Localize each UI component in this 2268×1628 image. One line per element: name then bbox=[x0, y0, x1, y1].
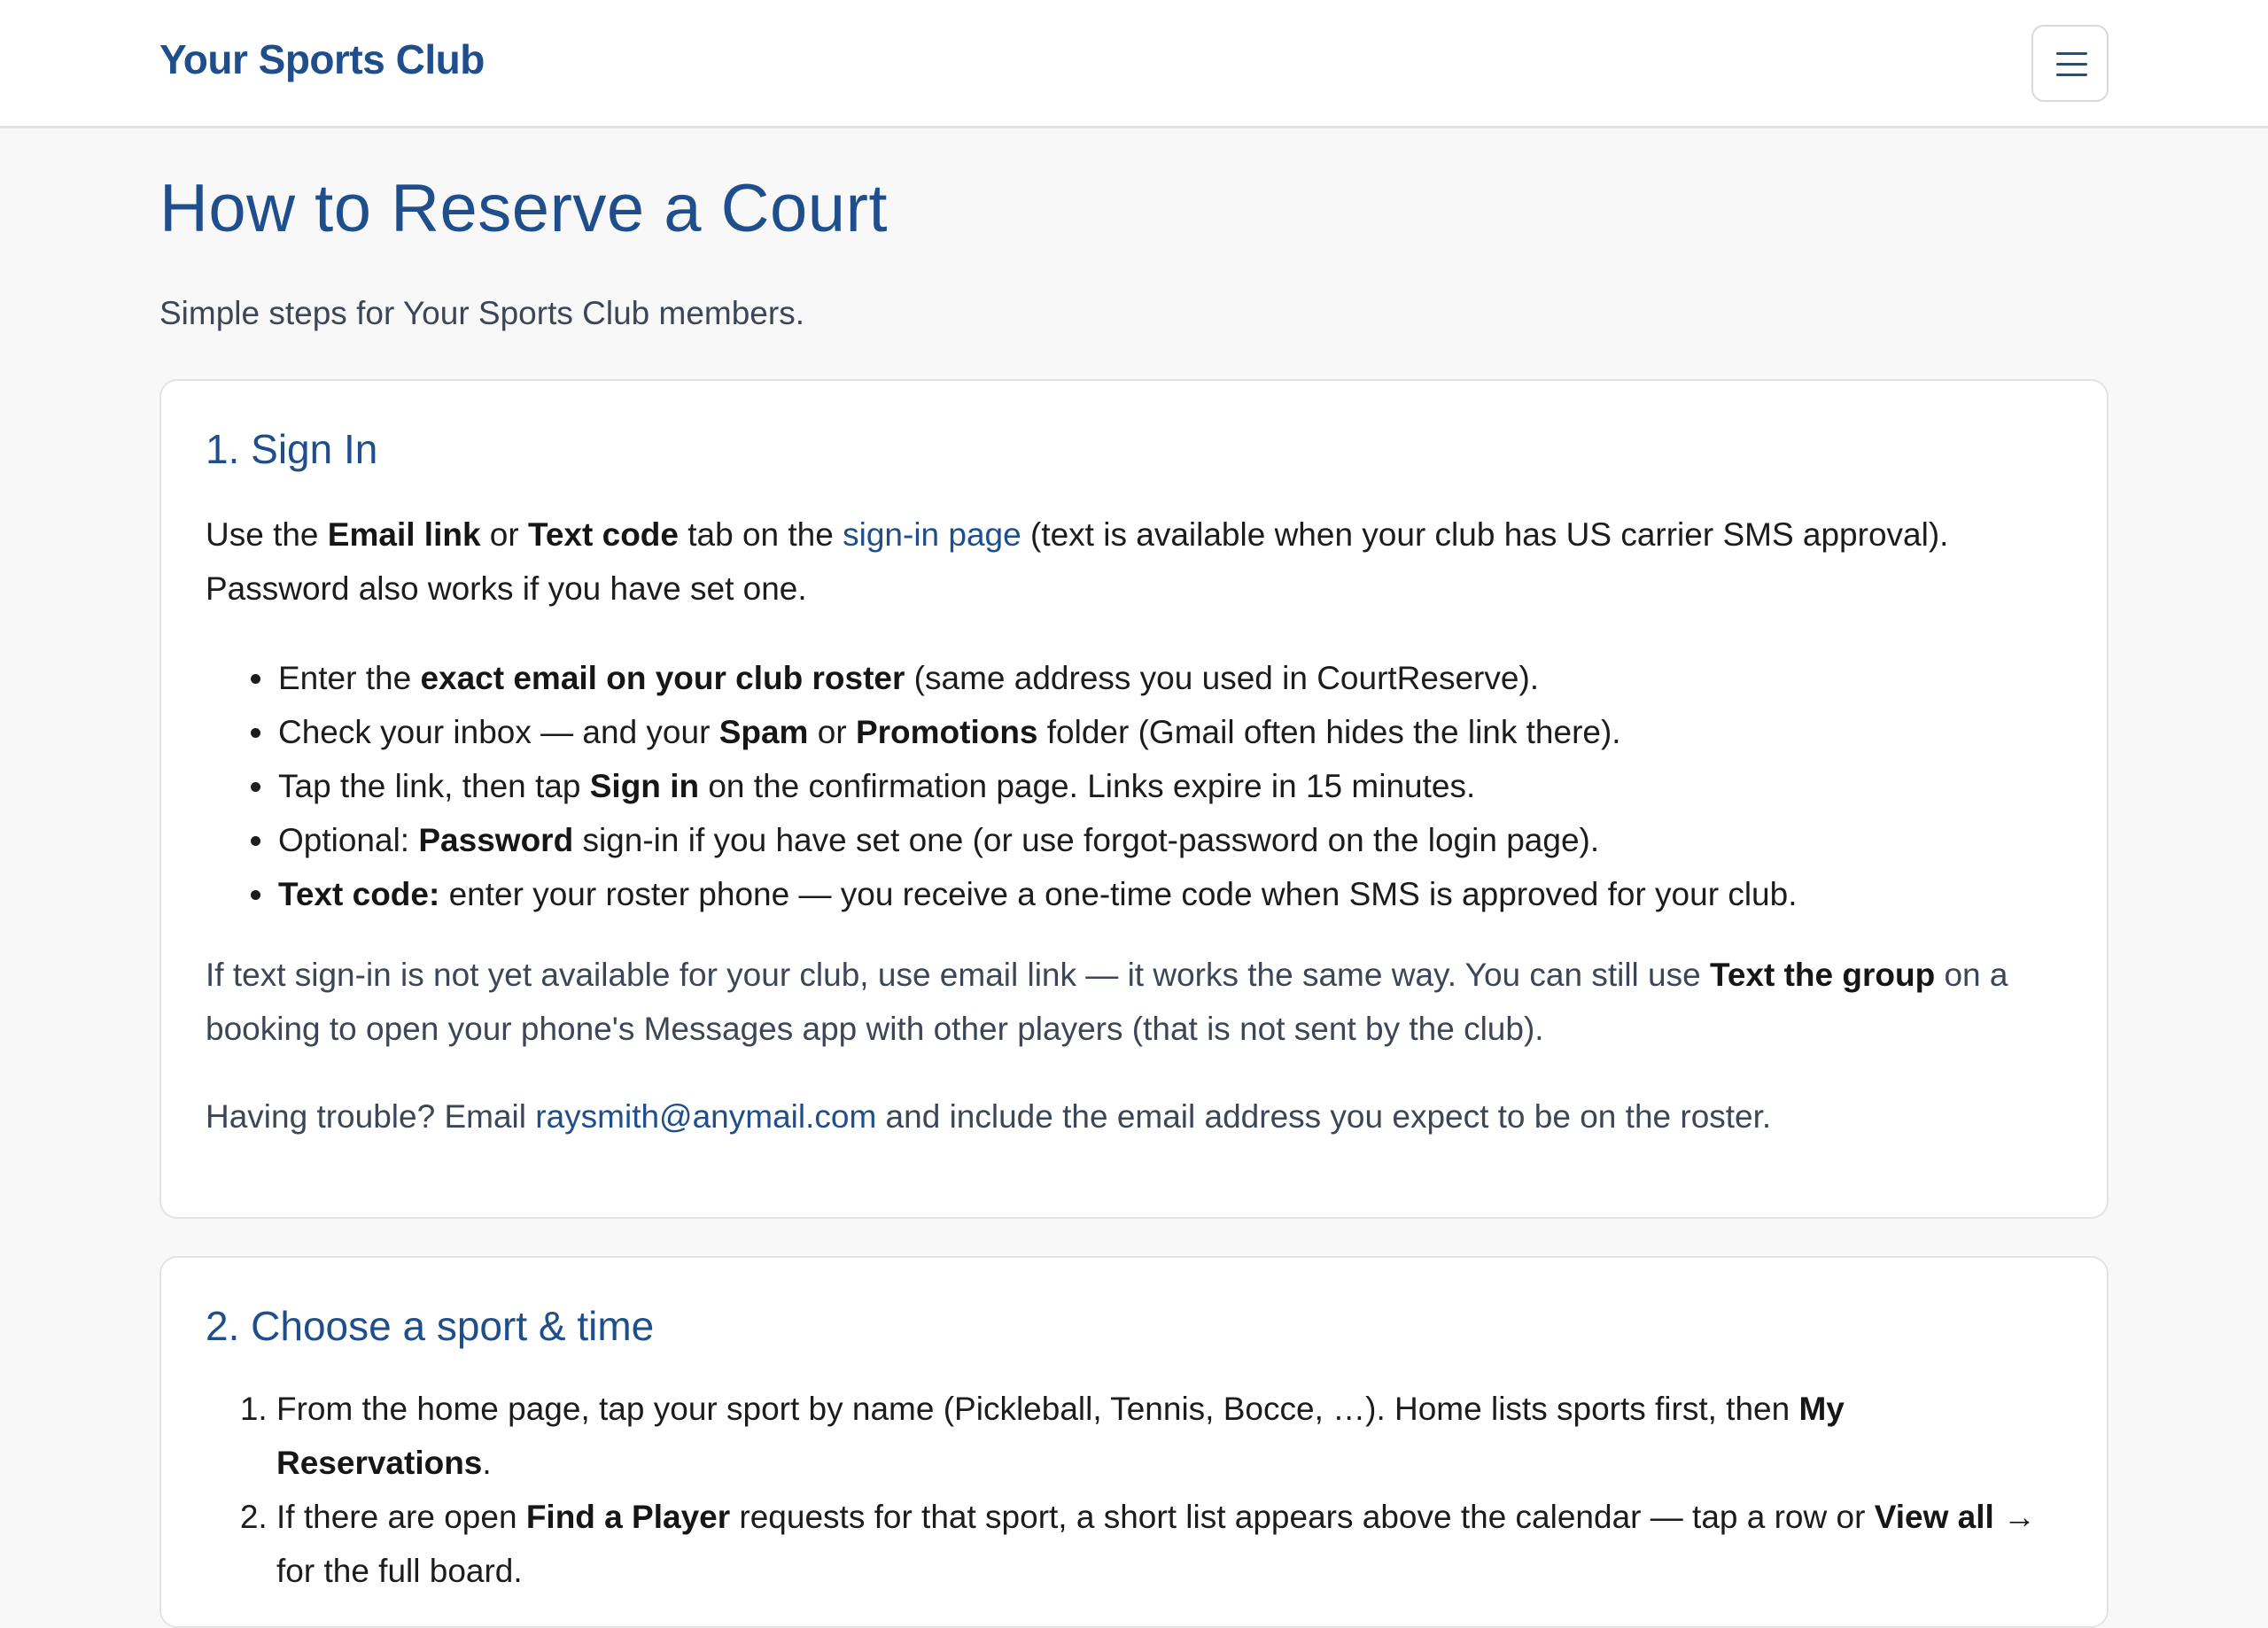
list-item: • Tap the link, then tap Sign in on the confirmation page. Links expire in 15 minutes. bbox=[276, 759, 2066, 813]
text-the-group-label: Text the group bbox=[1709, 957, 1936, 993]
text: Use the bbox=[206, 516, 328, 553]
list-item: • Optional: Password sign-in if you have set one (or use forgot-password on the login page). bbox=[276, 813, 2066, 867]
section-title: 1. Sign In bbox=[206, 426, 378, 472]
brand-logo-text[interactable]: Your Sports Club bbox=[159, 36, 485, 82]
view-all-link[interactable]: View all → bbox=[1874, 1499, 2037, 1535]
section-sign-in bbox=[159, 379, 2109, 1219]
text-sign-in-note: If text sign-in is not yet available for your club, use email link — it works the same way. You can still use Text the group on a booking to open your phone's Messages app with other players (that is not sent by the club). bbox=[206, 957, 2008, 1047]
support-email-link[interactable]: raysmith@anymail.com bbox=[535, 1098, 877, 1135]
text-code-label: Text code bbox=[528, 516, 679, 553]
list-item: 2. If there are open Find a Player requests for that sport, a short list appears above the calendar — tap a row or View all → for the full board. bbox=[276, 1490, 2066, 1598]
list-item: • Enter the exact email on your club roster (same address you used in CourtReserve). bbox=[276, 651, 2066, 705]
hamburger-menu-icon bbox=[2056, 52, 2087, 77]
text: (text is available when your club has US carrier SMS approval). Password also works if you have set one. bbox=[206, 516, 1949, 607]
list-item: 1. From the home page, tap your sport by name (Pickleball, Tennis, Bocce, …). Home lists sports first, then My Reservations. bbox=[276, 1382, 2066, 1490]
section-choose-sport bbox=[159, 1256, 2109, 1628]
text: or bbox=[480, 516, 528, 553]
top-bar bbox=[0, 0, 2268, 128]
menu-button[interactable] bbox=[2031, 25, 2109, 102]
choose-sport-steps bbox=[276, 1382, 2066, 1598]
page-subtitle: Simple steps for Your Sports Club members. bbox=[159, 295, 804, 331]
sign-in-tips-list bbox=[276, 651, 2066, 921]
page-title: How to Reserve a Court bbox=[159, 171, 888, 246]
sign-in-page-link[interactable]: sign-in page bbox=[843, 516, 1021, 553]
email-link-label: Email link bbox=[327, 516, 481, 553]
list-item: • Check your inbox — and your Spam or Promotions folder (Gmail often hides the link there). bbox=[276, 705, 2066, 759]
text: tab on the bbox=[678, 516, 843, 553]
section-title: 2. Choose a sport & time bbox=[206, 1303, 655, 1349]
trouble-note: Having trouble? Email raysmith@anymail.com and include the email address you expect to be on the roster. bbox=[206, 1098, 1772, 1135]
list-item: • Text code: enter your roster phone — you receive a one-time code when SMS is approved for your club. bbox=[276, 867, 2066, 921]
sign-in-intro bbox=[206, 508, 2066, 616]
